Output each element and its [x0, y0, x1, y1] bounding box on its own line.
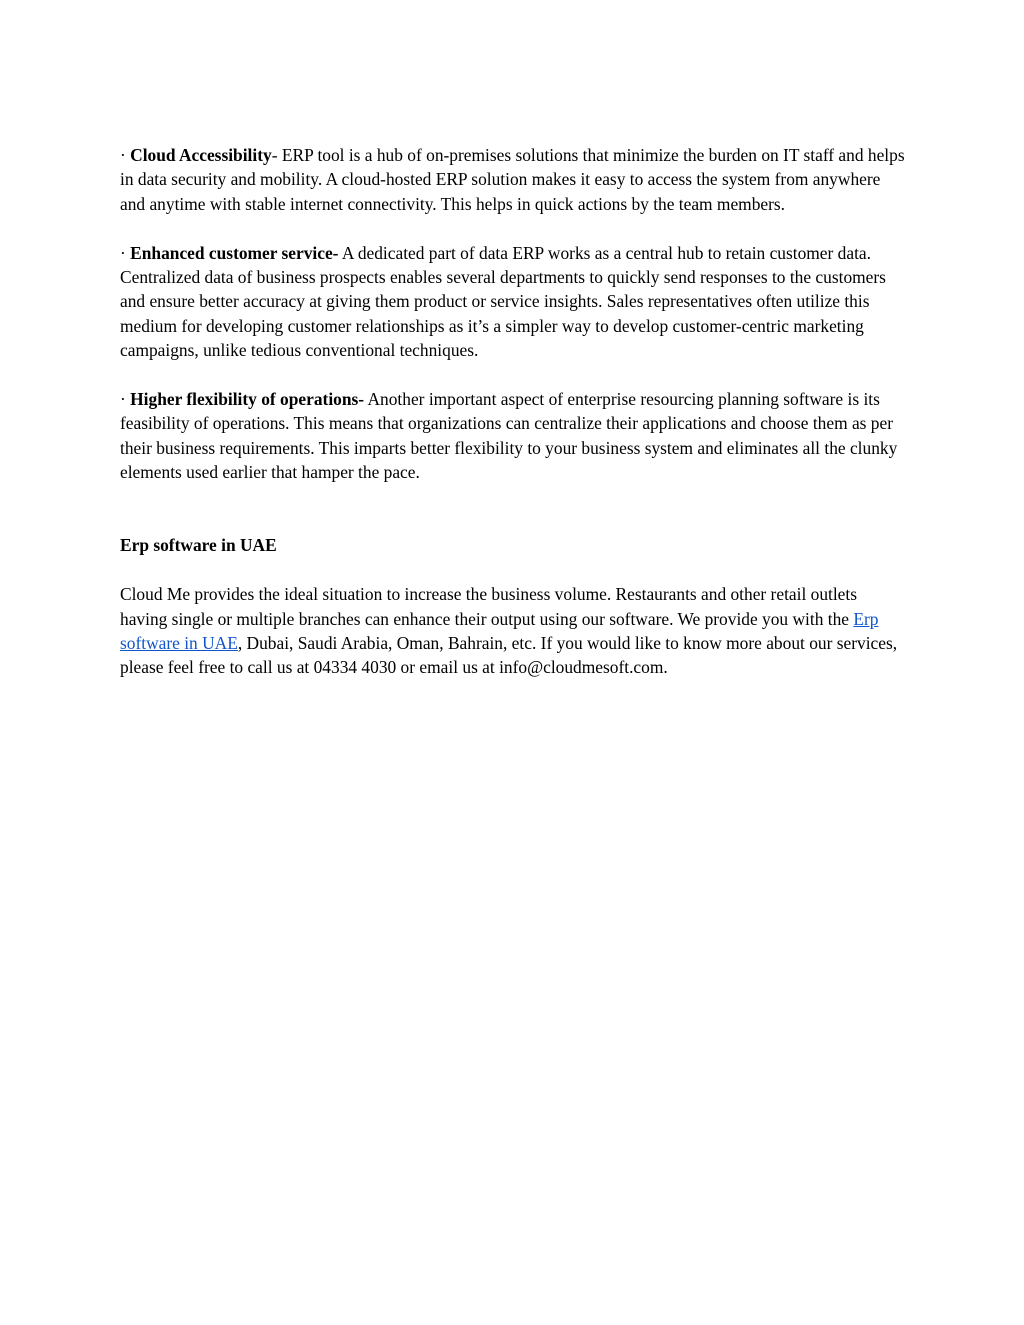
bullet-text: - ERP tool is a hub of on-premises solutions that minimize the burden on IT staff and helps in data security and mobility. A cloud-hosted ERP solution makes it easy to access the system from anywhere and anytime with stable internet connectivity. This helps in quick actions by the team members. [120, 145, 905, 214]
bullet-text: Another important aspect of enterprise resourcing planning software is its feasibility of operations. This means that organizations can centralize their applications and choose them as per their business requirements. This imparts better flexibility to your business system and eliminates all the clunky elements used earlier that hamper the pace. [120, 389, 898, 483]
bullet-lead: Enhanced customer service- [130, 242, 339, 263]
bullet-lead: Higher flexibility of operations- [130, 389, 365, 410]
section-paragraph [120, 582, 906, 680]
section-heading: Erp software in UAE [120, 535, 277, 556]
erp-software-link[interactable]: Erp software in UAE [120, 608, 879, 654]
paragraph-text: Cloud Me provides the ideal situation to increase the business volume. Restaurants and other retail outlets having single or multiple branches can enhance their output using our software. We provide you with the [120, 584, 858, 629]
bullet-enhanced-customer-service [120, 241, 906, 363]
bullet-cloud-accessibility [120, 143, 906, 216]
bullet-dot: · [120, 389, 131, 410]
paragraph-text: , Dubai, Saudi Arabia, Oman, Bahrain, etc. If you would like to know more about our services, please feel free to call us at 04334 4030 or email us at info@cloudmesoft.com. [120, 633, 898, 678]
document-page [120, 143, 906, 704]
bullet-dot: · [120, 242, 131, 263]
bullet-text: A dedicated part of data ERP works as a central hub to retain customer data. Centralized data of business prospects enables several departments to quickly send responses to the customers and ensure better accuracy at giving them product or service insights. Sales representatives often utilize this medium for developing customer relationships as it’s a simpler way to develop customer-centric marketing campaigns, unlike tedious conventional techniques. [120, 242, 886, 361]
bullet-lead: Cloud Accessibility [130, 145, 272, 165]
bullet-higher-flexibility [120, 387, 906, 485]
bullet-dot: · [120, 145, 131, 165]
